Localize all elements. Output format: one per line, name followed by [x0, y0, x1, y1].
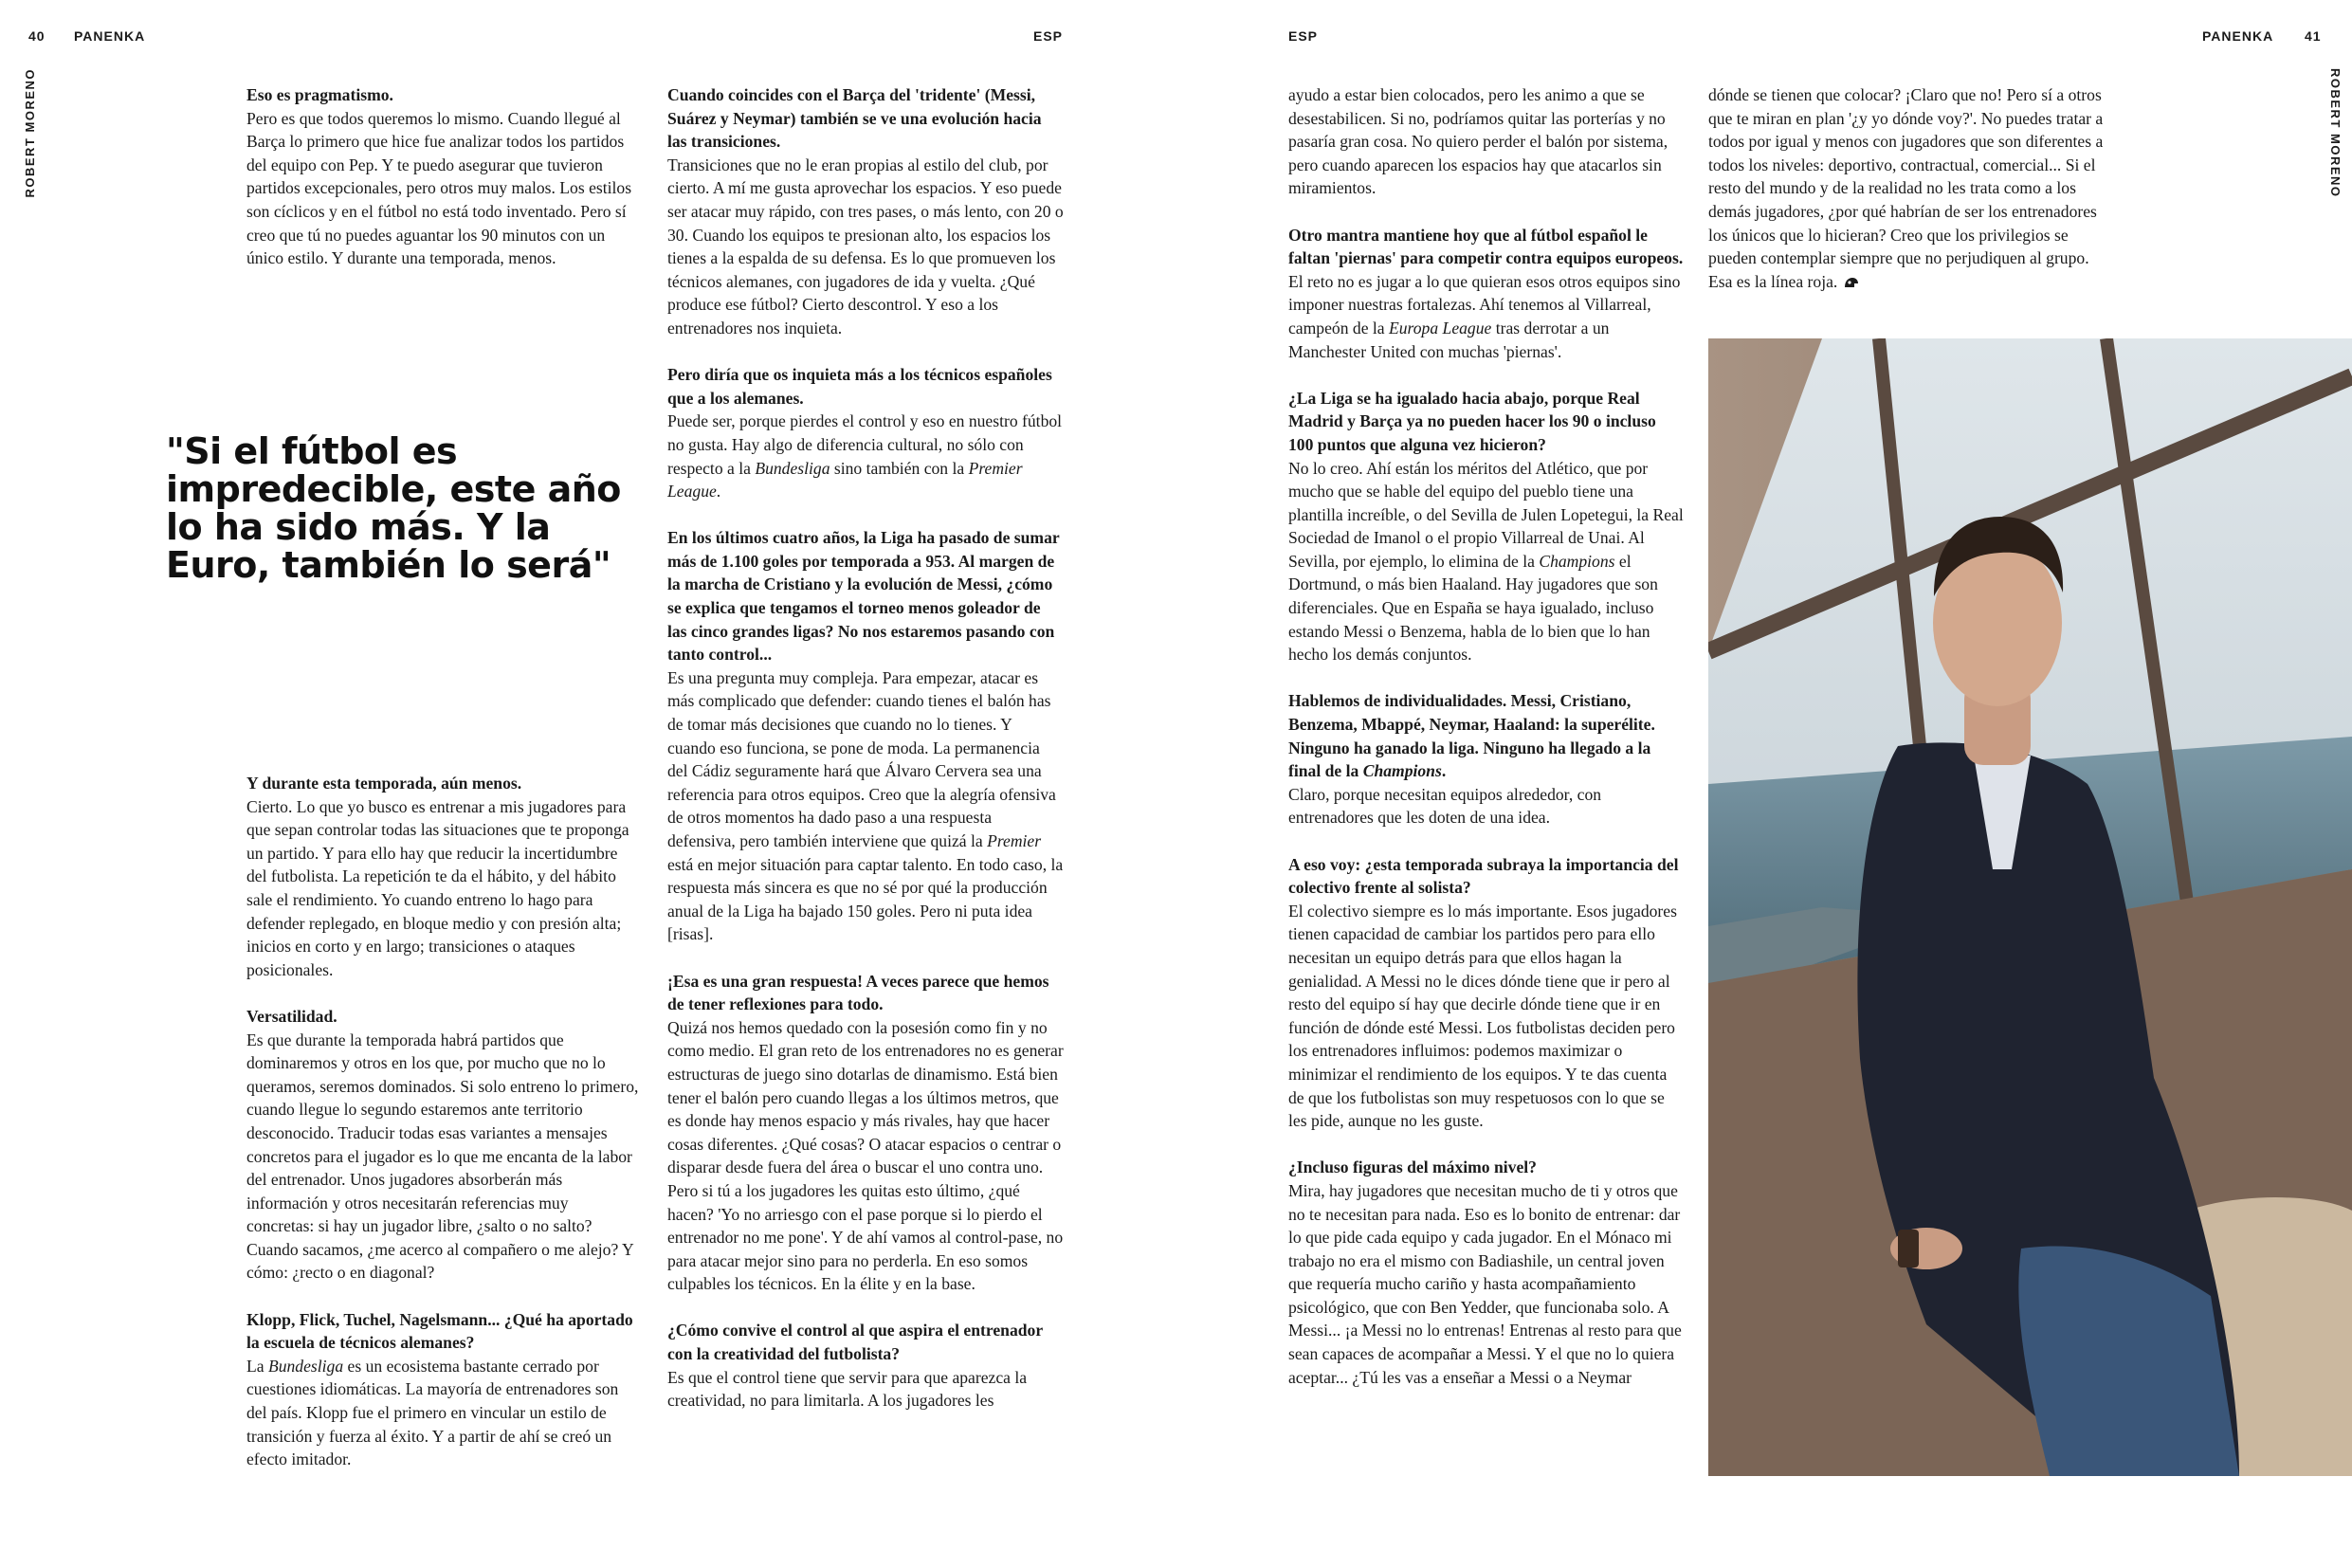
question: Otro mantra mantiene hoy que al fútbol español le faltan 'piernas' para competir contra equipos europeos. — [1288, 225, 1684, 268]
answer-emphasis: Premier — [987, 831, 1042, 850]
question: A eso voy: ¿esta temporada subraya la importancia del colectivo frente al solista? — [1288, 854, 1679, 898]
language-label-right: ESP — [1288, 28, 1319, 44]
qa-block — [1288, 1156, 1685, 1389]
right-column-1 — [1288, 83, 1685, 1413]
answer — [667, 410, 1064, 502]
answer-text: sino también con la — [830, 458, 969, 478]
question-text: . — [1441, 761, 1447, 781]
answer-text: tras derrotar a un Manchester United con muchas 'piernas'. — [1288, 318, 1610, 361]
qa-block — [1288, 83, 1685, 200]
answer-emphasis: Bundesliga — [267, 1356, 344, 1376]
answer: Claro, porque necesitan equipos alrededor, con entrenadores que les doten de una idea. — [1288, 784, 1602, 828]
qa-block — [667, 526, 1064, 946]
answer-text: está en mejor situación para captar talento. En todo caso, la respuesta más sincera es que no sé por qué la producción anual de la Liga ha bajado 150 goles. Pero ni puta idea [risas]. — [667, 854, 1064, 944]
left-column-1-top — [246, 83, 640, 293]
qa-block — [667, 83, 1064, 340]
portrait-illustration — [1708, 338, 2352, 1476]
answer-emphasis: Premier League — [667, 458, 1023, 501]
right-page — [1176, 0, 2352, 1568]
panenka-endmark-icon — [1843, 276, 1860, 289]
answer: El colectivo siempre es lo más importante. Esos jugadores tienen capacidad de cambiar los partidos pero para ello necesitan un equipo detrás para que ellos hagan la genialidad. A Messi no le dices dónde tiene que ir pero al resto del equipo sí hay que decirle dónde tiene que ir en función de dónde esté Messi. Los futbolistas deciden pero los entrenadores influimos: podemos maximizar o minimizar el rendimiento de los equipos. Y te das cuenta de que los futbolistas son muy respetuosos con lo que se les pide, aunque no les guste. — [1288, 901, 1677, 1131]
answer — [667, 666, 1064, 946]
right-column-2 — [1708, 83, 2105, 293]
qa-block — [246, 83, 640, 270]
answer-emphasis: Bundesliga — [755, 458, 830, 478]
question: Cuando coincides con el Barça del 'tridente' (Messi, Suárez y Neymar) también se ve una evolución hacia las transiciones. — [667, 85, 1042, 152]
question: ¿Cómo convive el control al que aspira el entrenador con la creatividad del futbolista? — [667, 1321, 1043, 1364]
question: Pero diría que os inquieta más a los técnicos españoles que a los alemanes. — [667, 365, 1052, 408]
qa-block — [246, 772, 640, 981]
qa-block — [246, 1005, 640, 1285]
answer — [1288, 457, 1685, 666]
answer-text: el Dortmund, o más bien Haaland. Hay jugadores que son diferenciales. Que en España se haya igualado, incluso estando Messi o Benzema, habla de lo bien que lo han hecho los demás conjuntos. — [1288, 551, 1658, 665]
page-number-left: 40 — [28, 28, 46, 44]
qa-block — [667, 970, 1064, 1296]
answer-text: No lo creo. Ahí están los méritos del Atlético, que por mucho que se hable del equipo del pueblo tiene una plantilla increíble, o del Sevilla de Julen Lopetegui, la Real Sociedad de Imanol o el propio Villarreal de Unai. Al Sevilla, por ejemplo, lo elimina de la — [1288, 458, 1684, 571]
question: Eso es pragmatismo. — [246, 85, 393, 104]
question: ¿Incluso figuras del máximo nivel? — [1288, 1158, 1537, 1177]
answer: Cierto. Lo que yo busco es entrenar a mis jugadores para que sepan controlar todas las situaciones que te proponga un partido. Y para ello hay que reducir la incertidumbre del futbolista. La repetición te da el hábito, y del hábito sale el rendimiento. Yo cuando entreno lo hago para defender replegado, en bloque medio y con presión alta; inicios en corto y en largo; transiciones o ataques posicionales. — [246, 796, 629, 979]
author-vertical-right: ROBERT MORENO — [2328, 68, 2343, 198]
answer-text: Es una pregunta muy compleja. Para empezar, atacar es más complicado que defender: cuando tienes el balón has de tomar más decisiones que cuando no lo tienes. Y cuando eso funciona, se pone de moda. La permanencia del Cádiz seguramente hará que Álvaro Cervera sea una referencia para otros equipos. Creo que la alegría ofensiva de otros momentos ha dado paso a una respuesta defensiva, pero también interviene que quizá la — [667, 667, 1056, 850]
question: Versatilidad. — [246, 1006, 337, 1026]
pull-quote: "Si el fútbol es impredecible, este año lo ha sido más. Y la Euro, también lo será" — [166, 430, 621, 586]
answer: ayudo a estar bien colocados, pero les animo a que se desestabilicen. Si no, podríamos quitar las porterías y no pasaría gran cosa. No quiero perder el balón por sistema, pero cuando aparecen los espacios hay que atacarlos sin miramientos. — [1288, 85, 1668, 198]
qa-block — [1288, 689, 1685, 830]
question: En los últimos cuatro años, la Liga ha pasado de sumar más de 1.100 goles por temporada a 953. Al margen de la marcha de Cristiano y la evolución de Messi, ¿cómo se explica que tengamos el torneo menos goleador de las cinco grandes ligas? No nos estaremos pasando con tanto control... — [667, 528, 1060, 665]
question: ¿La Liga se ha igualado hacia abajo, porque Real Madrid y Barça ya no pueden hacer los 90 o incluso 100 puntos que alguna vez hicieron? — [1288, 388, 1656, 454]
answer-text: La — [246, 1356, 268, 1376]
answer-text: es un ecosistema bastante cerrado por cuestiones idiomáticas. La mayoría de entrenadores son del país. Klopp fue el primero en vincular un estilo de transición y fuerza al éxito. Y a partir de ahí se creó un efecto imitador. — [246, 1356, 619, 1469]
answer — [246, 1355, 640, 1471]
answer: Es que el control tiene que servir para que aparezca la creatividad, no para limitarla. A los jugadores les — [667, 1367, 1028, 1411]
magazine-name-right: PANENKA — [2202, 28, 2274, 44]
question-text: Hablemos de individualidades. Messi, Cristiano, Benzema, Mbappé, Neymar, Haaland: la superélite. Ninguno ha ganado la liga. Ninguno ha llegado a la final de la — [1288, 691, 1655, 781]
question-emphasis: Champions — [1362, 761, 1442, 781]
answer: Mira, hay jugadores que necesitan mucho de ti y otros que no te necesitan para nada. Eso es lo bonito de entrenar: dar lo que pide cada equipo y cada jugador. En el Mónaco mi trabajo no era el mismo con Badiashile, un central joven que requería mucho cariño y hasta acompañamiento psicológico, que con Ben Yedder, que funcionaba solo. A Messi... ¡a Messi no lo entrenas! Entrenas al resto para que sean capaces de acompañar a Messi. Y el que no lo quiera aceptar... ¿Tú les vas a enseñar a Messi o a Neymar — [1288, 1180, 1682, 1387]
qa-block — [1288, 387, 1685, 666]
question: ¡Esa es una gran respuesta! A veces parece que hemos de tener reflexiones para todo. — [667, 971, 1049, 1014]
qa-block — [246, 1308, 640, 1471]
answer: Pero es que todos queremos lo mismo. Cuando llegué al Barça lo primero que hice fue analizar todos los partidos del equipo con Pep. Y te puedo asegurar que tuvieron partidos excepcionales, pero otros muy malos. Los estilos son cíclicos y en el fútbol no está todo inventado. Pero sí creo que tú no puedes aguantar los 90 minutos con un único estilo. Y durante una temporada, menos. — [246, 108, 632, 268]
qa-block — [1288, 853, 1685, 1133]
answer: Es que durante la temporada habrá partidos que dominaremos y otros en los que, por mucho que no lo queramos, seremos dominados. Si solo entreno lo primero, cuando llegue lo segundo estaremos ante territorio desconocido. Traducir todas esas variantes a mensajes concretos para el jugador es lo que me encanta de la labor del entrenador. Unos jugadores absorberán más información y otros necesitarán referencias muy concretas: si hay un jugador libre, ¿salto o no salto? Cuando sacamos, ¿me acerco al compañero o me alejo? Y cómo: ¿recto o en diagonal? — [246, 1030, 639, 1283]
answer-text: . — [716, 482, 721, 501]
question: Y durante esta temporada, aún menos. — [246, 774, 522, 793]
portrait-photo — [1708, 338, 2352, 1476]
author-vertical-left: ROBERT MORENO — [23, 68, 37, 198]
left-column-1-bottom — [246, 772, 640, 1494]
answer: Quizá nos hemos quedado con la posesión como fin y no como medio. El gran reto de los entrenadores no es generar estructuras de juego sino dotarlas de dinamismo. Está bien tener el balón pero cuando llegas a los últimos metros, que es donde hay menos espacio y más rivales, hay que hacer cosas diferentes. ¿Qué cosas? O atacar espacios o centrar o disparar desde fuera del área o buscar el uno contra uno. Pero si tú a los jugadores les quitas esto último, ¿qué hacen? 'Yo no arriesgo con el pase porque si lo pierdo el entrenador no me pone'. Y de ahí vamos al control-pase, no para atacar mejor sino para no perderla. En eso somos culpables los técnicos. En la élite y en la base. — [667, 1017, 1064, 1294]
language-label-left: ESP — [1033, 28, 1064, 44]
left-column-2 — [667, 83, 1064, 1435]
answer-text: El reto no es jugar a lo que quieran esos otros equipos sino imponer nuestras fortalezas. Ahí tenemos al Villarreal, campeón de la — [1288, 271, 1681, 337]
answer-emphasis: Europa League — [1389, 318, 1492, 337]
qa-block — [667, 1319, 1064, 1412]
qa-block — [667, 363, 1064, 503]
answer-text: Puede ser, porque pierdes el control y eso en nuestro fútbol no gusta. Hay algo de diferencia cultural, no sólo con respecto a la — [667, 411, 1063, 478]
question — [1288, 689, 1685, 782]
magazine-name-left: PANENKA — [74, 28, 146, 44]
answer — [1288, 270, 1685, 363]
page-number-right: 41 — [2305, 28, 2322, 44]
answer: Transiciones que no le eran propias al estilo del club, por cierto. A mí me gusta aprovechar los espacios. Y eso puede ser atacar muy rápido, con tres pases, o más lento, con 20 o 30. Cuando los equipos te presionan alto, los espacios los tienes a la espalda de su defensa. Es lo que promueven los técnicos alemanes, con jugadores de ida y vuelta. ¿Qué produce ese fútbol? Cierto descontrol. Y eso a los entrenadores nos inquieta. — [667, 155, 1064, 337]
question: Klopp, Flick, Tuchel, Nagelsmann... ¿Qué ha aportado la escuela de técnicos alemanes? — [246, 1309, 633, 1353]
answer-emphasis: Champions — [1539, 551, 1615, 571]
qa-block — [1288, 224, 1685, 364]
closing-paragraph: dónde se tienen que colocar? ¡Claro que no! Pero sí a otros que te miran en plan '¿y yo dónde voy?'. No puedes tratar a todos por igual y menos con jugadores que son diferentes a todos los niveles: deportivo, contractual, comercial... Si el resto del mundo y de la realidad no les trata como a los demás jugadores, ¿por qué habrían de ser los entrenadores los únicos que lo hicieran? Creo que los privilegios se pueden contemplar siempre que no perjudiquen al grupo. Esa es la línea roja. — [1708, 85, 2104, 291]
